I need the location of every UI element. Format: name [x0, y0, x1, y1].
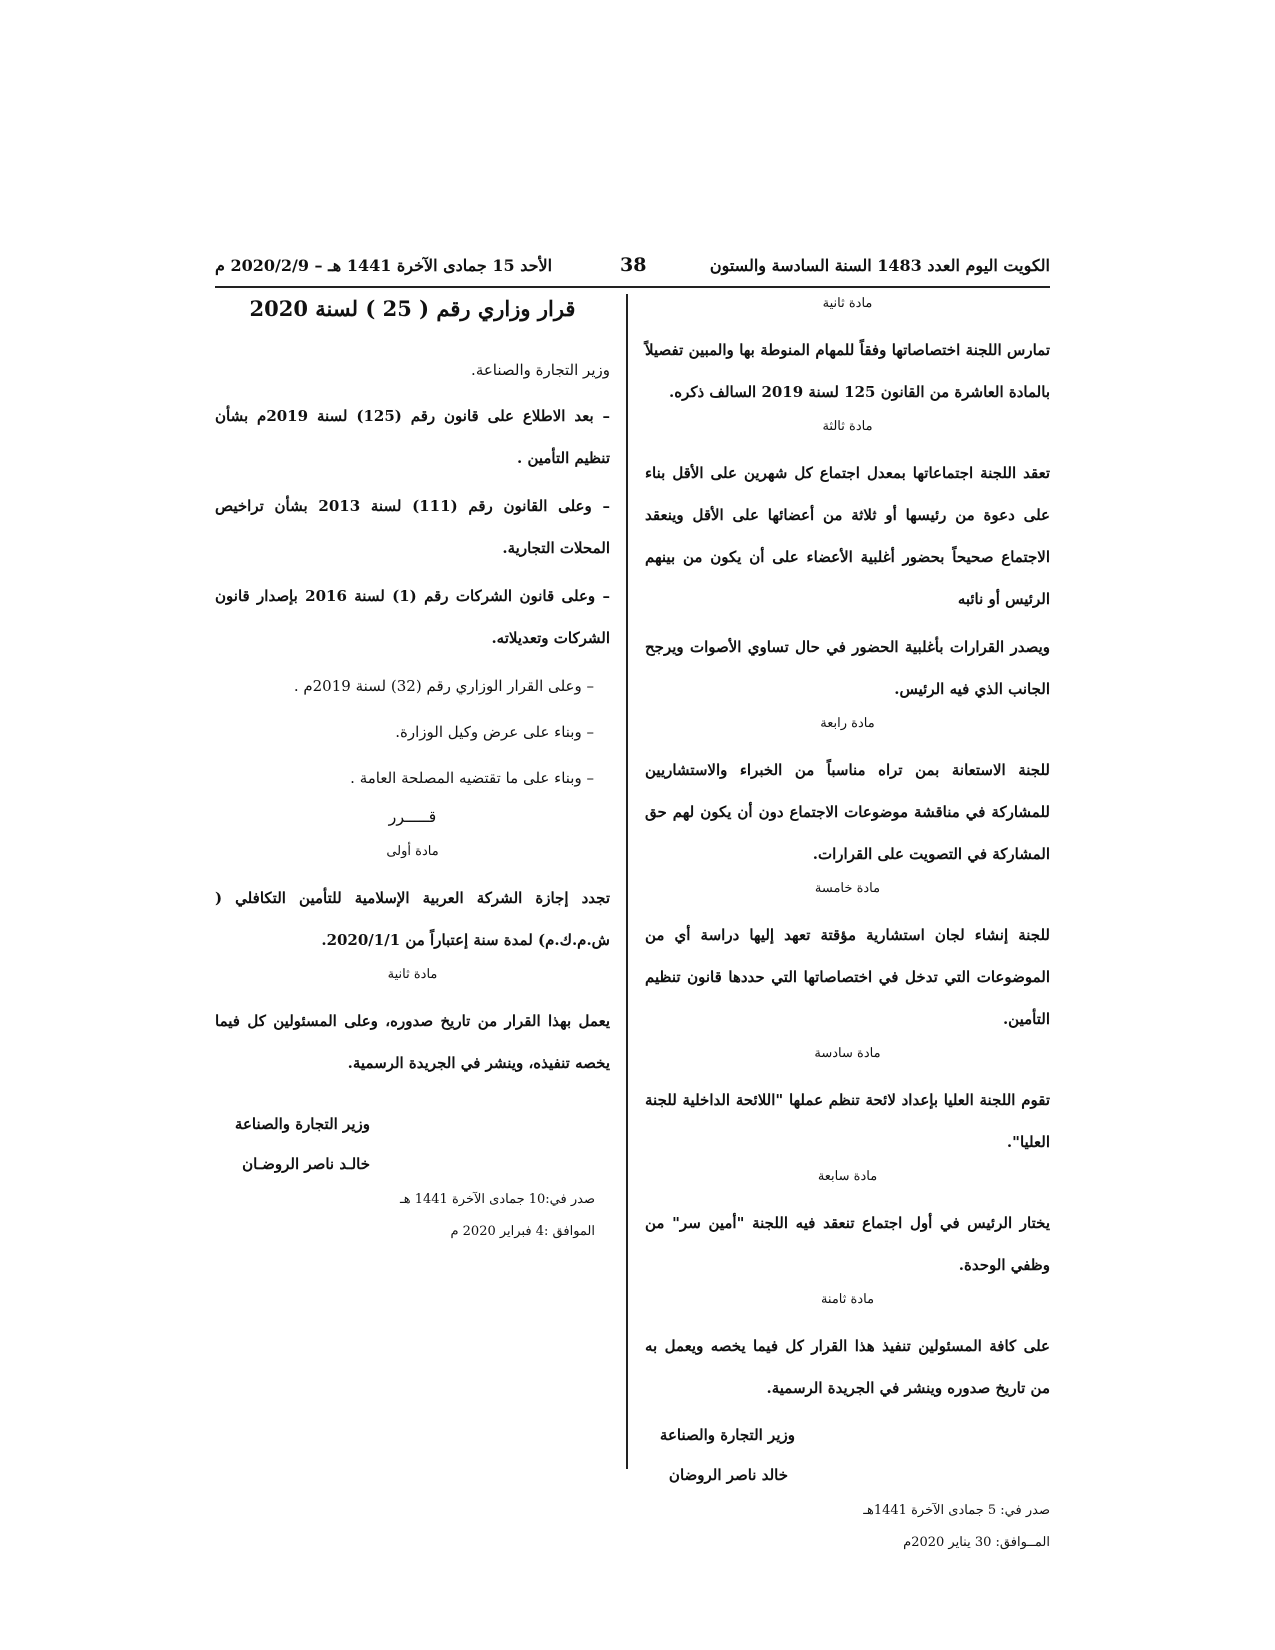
article-text: تعقد اللجنة اجتماعاتها بمعدل اجتماع كل شهرين على الأقل بناء على دعوة من رئيسها أو ثلاثة من أعضائها على الأقل وينعقد الاجتماع صحيحاً بحضور أغلبية الأعضاء على أن يكون من بينهم الرئيس أو نائبه: [645, 464, 1050, 608]
article-heading: مادة ثانية: [387, 967, 438, 982]
recital: – وعلى القانون رقم (111) لسنة 2013 بشأن تراخيص المحلات التجارية.: [215, 497, 610, 557]
recital: – وبناء على عرض وكيل الوزارة.: [395, 723, 594, 741]
recital: – وبناء على ما تقتضيه المصلحة العامة .: [350, 769, 594, 787]
signatory-name: خالد ناصر الروضان: [668, 1466, 788, 1484]
recital: – وعلى القرار الوزاري رقم (32) لسنة 2019م .: [293, 677, 594, 695]
article-heading: مادة سابعة: [817, 1169, 878, 1184]
article-heading: مادة أولى: [386, 844, 439, 859]
minister-line: وزير التجارة والصناعة.: [471, 361, 610, 379]
header-issue-info: الكويت اليوم العدد 1483 السنة السادسة والستون: [709, 256, 1050, 275]
article-text: للجنة الاستعانة بمن تراه مناسباً من الخبراء والاستشاريين للمشاركة في مناقشة موضوعات الاجتماع دون أن يكون لهم حق المشاركة في التصويت على القرارات.: [645, 761, 1050, 863]
decided-heading: قـــــرر: [388, 807, 437, 826]
article-heading: مادة ثامنة: [820, 1292, 875, 1307]
article-text: تمارس اللجنة اختصاصاتها وفقاً للمهام المنوطة بها والمبين تفصيلاً بالمادة العاشرة من القانون 125 لسنة 2019 السالف ذكره.: [645, 341, 1050, 401]
article-text: ويصدر القرارات بأغلبية الحضور في حال تساوي الأصوات ويرجح الجانب الذي فيه الرئيس.: [645, 638, 1050, 698]
signatory-title: وزير التجارة والصناعة: [234, 1115, 370, 1133]
article-text: تجدد إجازة الشركة العربية الإسلامية للتأمين التكافلي ( ش.م.ك.م) لمدة سنة إعتباراً من 2020/1/1.: [215, 889, 610, 949]
article-heading: مادة ثالثة: [822, 419, 873, 434]
page-number: 38: [620, 254, 647, 276]
recital: – بعد الاطلاع على قانون رقم (125) لسنة 2019م بشأن تنظيم التأمين .: [215, 407, 610, 467]
recital: – وعلى قانون الشركات رقم (1) لسنة 2016 بإصدار قانون الشركات وتعديلاته.: [215, 587, 610, 647]
corresponding-date: الموافق :4 فبراير 2020 م: [450, 1224, 595, 1239]
decree-title: قرار وزاري رقم ( 25 ) لسنة 2020: [249, 296, 576, 321]
header-rule: [215, 286, 1050, 288]
article-text: يعمل بهذا القرار من تاريخ صدوره، وعلى المسئولين كل فيما يخصه تنفيذه، وينشر في الجريدة الرسمية.: [215, 1012, 610, 1072]
header-date: الأحد 15 جمادى الآخرة 1441 هـ – 2020/2/9 م: [215, 256, 553, 275]
article-heading: مادة خامسة: [814, 881, 881, 896]
column-divider: [626, 294, 628, 1469]
article-text: يختار الرئيس في أول اجتماع تنعقد فيه اللجنة "أمين سر" من وظفي الوحدة.: [645, 1214, 1050, 1274]
signatory-name: خالـد ناصر الروضـان: [242, 1155, 370, 1173]
article-heading: مادة ثانية: [822, 296, 873, 311]
article-text: تقوم اللجنة العليا بإعداد لائحة تنظم عملها "اللائحة الداخلية للجنة العليا".: [645, 1091, 1050, 1151]
left-column: [215, 296, 610, 1248]
running-header: [215, 252, 1050, 286]
article-text: للجنة إنشاء لجان استشارية مؤقتة تعهد إليها دراسة أي من الموضوعات التي تدخل في اختصاصاتها التي حددها قانون تنظيم التأمين.: [645, 926, 1050, 1028]
article-text: على كافة المسئولين تنفيذ هذا القرار كل فيما يخصه ويعمل به من تاريخ صدوره وينشر في الجريدة الرسمية.: [645, 1337, 1050, 1397]
issued-date: صدر في:10 جمادى الآخرة 1441 هـ: [399, 1192, 595, 1207]
article-heading: مادة سادسة: [814, 1046, 881, 1061]
right-column: [645, 296, 1050, 1559]
signatory-title: وزير التجارة والصناعة: [659, 1426, 795, 1444]
article-heading: مادة رابعة: [820, 716, 875, 731]
issued-date: صدر في: 5 جمادى الآخرة 1441هـ: [863, 1503, 1050, 1518]
corresponding-date: المــوافق: 30 يناير 2020م: [903, 1535, 1050, 1550]
